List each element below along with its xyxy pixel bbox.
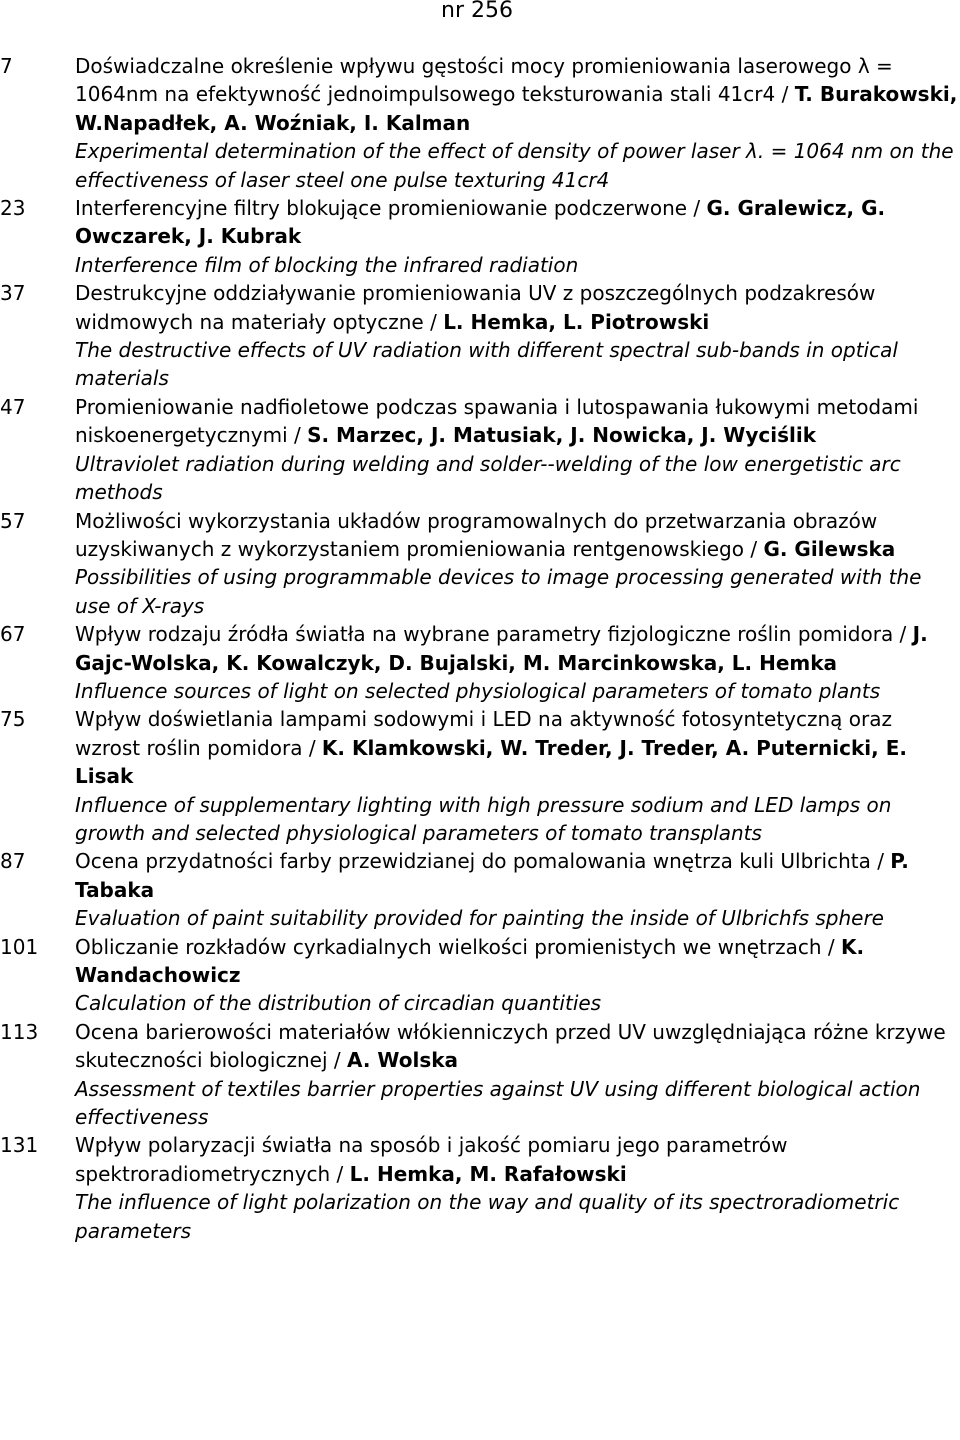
entry-page-number: 87 <box>0 849 26 874</box>
entry-authors: J. Gajc-Wolska, K. Kowalczyk, D. Bujalski, M. Marcinkowska, L. Hemka <box>75 622 928 675</box>
entry-page-number: 23 <box>0 196 26 221</box>
entry-authors: K. Wandachowicz <box>75 934 865 987</box>
page-label: nr 256 <box>441 0 513 23</box>
entry-title-pl: Ocena przydatności farby przewidzianej do pomalowania wnętrza kuli Ulbrichta / <box>75 849 891 874</box>
entry-title-en: Interference film of blocking the infrared radiation <box>75 252 579 277</box>
entry-authors: S. Marzec, J. Matusiak, J. Nowicka, J. Wyciślik <box>307 423 817 448</box>
entry-title-en: Evaluation of paint suitability provided for painting the inside of Ulbrichfs sphere <box>75 906 884 931</box>
toc-entry <box>0 393 960 507</box>
toc-entry <box>0 1018 960 1132</box>
entry-title-pl: Możliwości wykorzystania układów programowalnych do przetwarzania obrazów uzyskiwanych z wykorzystaniem promieniowania rentgenowskiego / <box>75 508 878 561</box>
entry-page-number: 57 <box>0 508 26 533</box>
entry-page-number: 47 <box>0 394 26 419</box>
entry-title-en: Ultraviolet radiation during welding and solder--welding of the low energetistic arc methods <box>75 451 901 505</box>
entry-page-number: 37 <box>0 281 26 306</box>
entry-title-pl: Promieniowanie nadfioletowe podczas spawania i lutospawania łukowymi metodami niskoenergetycznymi / <box>75 394 919 448</box>
toc-entry <box>0 194 960 279</box>
entry-title-en: Influence of supplementary lighting with high pressure sodium and LED lamps on growth and selected physiological parameters of tomato transplants <box>75 792 892 845</box>
entry-title-pl: Wpływ doświetlania lampami sodowymi i LED na aktywność fotosyntetyczną oraz wzrost roślin pomidora / <box>75 707 893 760</box>
entry-title-pl: Obliczanie rozkładów cyrkadialnych wielkości promienistych we wnętrzach / <box>75 934 841 959</box>
entry-authors: A. Wolska <box>346 1048 459 1073</box>
entry-title-pl: Doświadczalne określenie wpływu gęstości mocy promieniowania laserowego λ = 1064nm na efektywność jednoimpulsowego teksturowania stali 41cr4 / <box>75 54 893 107</box>
entry-authors: L. Hemka, M. Rafałowski <box>349 1161 627 1186</box>
entry-page-number: 7 <box>0 54 13 78</box>
entry-title-pl: Wpływ rodzaju źródła światła na wybrane parametry fizjologiczne roślin pomidora / <box>75 622 913 647</box>
toc-entry <box>0 933 960 1018</box>
entry-title-pl: Wpływ polaryzacji światła na sposób i jakość pomiaru jego parametrów spektroradiometrycznych / <box>75 1133 788 1186</box>
toc-entry <box>0 279 960 393</box>
entry-title-pl: Interferencyjne filtry blokujące promieniowanie podczerwone / <box>75 196 707 221</box>
entry-title-en: The influence of light polarization on the way and quality of its spectroradiometric parameters <box>75 1190 900 1243</box>
entry-authors: P. Tabaka <box>75 849 909 902</box>
entry-page-number: 101 <box>0 934 39 959</box>
entry-page-number: 113 <box>0 1019 39 1044</box>
entry-title-en: Calculation of the distribution of circadian quantities <box>75 991 602 1016</box>
entry-authors: G. Gralewicz, G. Owczarek, J. Kubrak <box>75 196 886 249</box>
toc-entry <box>0 507 960 621</box>
toc-entry <box>0 847 960 932</box>
entry-page-number: 75 <box>0 707 26 732</box>
toc-entry <box>0 705 960 847</box>
entry-page-number: 67 <box>0 622 26 647</box>
entry-title-en: Assessment of textiles barrier properties against UV using different biological action effectiveness <box>75 1076 921 1130</box>
table-of-contents <box>0 52 960 1245</box>
toc-entry <box>0 1131 960 1245</box>
entry-title-en: The destructive effects of UV radiation with different spectral sub-bands in optical materials <box>75 338 898 391</box>
entry-authors: G. Gilewska <box>763 536 896 561</box>
toc-entry <box>0 52 960 194</box>
entry-title-pl: Destrukcyjne oddziaływanie promieniowania UV z poszczególnych podzakresów widmowych na materiały optyczne / <box>75 281 876 334</box>
entry-authors: L. Hemka, L. Piotrowski <box>443 309 710 334</box>
entry-authors: K. Klamkowski, W. Treder, J. Treder, A. Puternicki, E. Lisak <box>75 735 907 789</box>
entry-authors: T. Burakowski, W.Napadłek, A. Woźniak, I. Kalman <box>75 82 958 135</box>
entry-page-number: 131 <box>0 1133 39 1158</box>
entry-title-pl: Ocena barierowości materiałów włókienniczych przed UV uwzględniająca różne krzywe skuteczności biologicznej / <box>75 1019 946 1073</box>
entry-title-en: Influence sources of light on selected physiological parameters of tomato plants <box>75 678 881 703</box>
entry-title-en: Experimental determination of the effect of density of power laser λ. = 1064 nm on the effectiveness of laser steel one pulse texturing 41cr4 <box>75 139 954 192</box>
toc-entry <box>0 620 960 705</box>
entry-title-en: Possibilities of using programmable devices to image processing generated with the use of X-rays <box>75 565 922 618</box>
